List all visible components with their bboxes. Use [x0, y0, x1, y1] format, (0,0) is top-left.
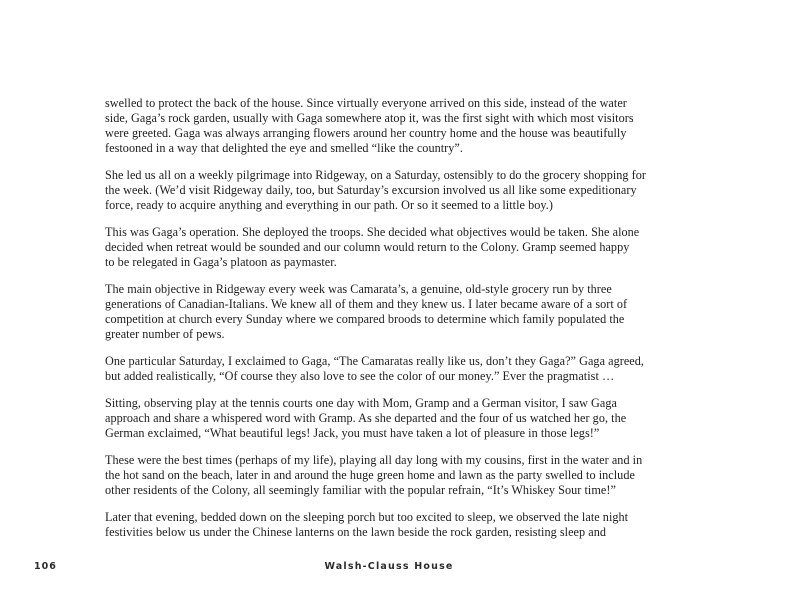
text-line: were greeted. Gaga was always arranging flowers around her country home and the house was beautifully: [105, 126, 627, 140]
paragraph: [105, 453, 697, 498]
text-line: She led us all on a weekly pilgrimage into Ridgeway, on a Saturday, ostensibly to do the grocery shopping for: [105, 168, 647, 182]
text-line: festooned in a way that delighted the eye and smelled “like the country”.: [105, 141, 463, 155]
paragraph: [105, 282, 697, 342]
text-line: One particular Saturday, I exclaimed to Gaga, “The Camaratas really like us, don’t they Gaga?” Gaga agreed,: [105, 354, 644, 368]
paragraph: [105, 354, 697, 384]
text-line: competition at church every Sunday where we compared broods to determine which family populated the: [105, 312, 625, 326]
text-line: greater number of pews.: [105, 327, 225, 341]
text-line: The main objective in Ridgeway every week was Camarata’s, a genuine, old-style grocery run by three: [105, 282, 612, 296]
text-line: These were the best times (perhaps of my life), playing all day long with my cousins, first in the water and in: [105, 453, 643, 467]
page-number: 106: [34, 561, 57, 572]
text-line: festivities below us under the Chinese lanterns on the lawn beside the rock garden, resisting sleep and: [105, 525, 606, 539]
text-line: other residents of the Colony, all seemingly familiar with the popular refrain, “It’s Whiskey Sour time!”: [105, 483, 616, 497]
paragraph: [105, 510, 697, 540]
text-line: Sitting, observing play at the tennis courts one day with Mom, Gramp and a German visitor, I saw Gaga: [105, 396, 617, 410]
text-line: German exclaimed, “What beautiful legs! Jack, you must have taken a lot of pleasure in those legs!”: [105, 426, 600, 440]
text-line: force, ready to acquire anything and everything in our path. Or so it seemed to a little boy.): [105, 198, 553, 212]
paragraph: [105, 168, 697, 213]
text-line: This was Gaga’s operation. She deployed the troops. She decided what objectives would be taken. She alone: [105, 225, 640, 239]
text-line: swelled to protect the back of the house. Since virtually everyone arrived on this side, instead of the water: [105, 96, 627, 110]
text-line: to be relegated in Gaga’s platoon as paymaster.: [105, 255, 337, 269]
text-line: approach and share a whispered word with Gramp. As she departed and the four of us watched her go, the: [105, 411, 627, 425]
paragraph: [105, 396, 697, 441]
text-line: the week. (We’d visit Ridgeway daily, too, but Saturday’s excursion involved us all like some expeditionary: [105, 183, 637, 197]
text-line: generations of Canadian-Italians. We knew all of them and they knew us. I later became aware of a sort of: [105, 297, 628, 311]
text-line: Later that evening, bedded down on the sleeping porch but too excited to sleep, we observed the late night: [105, 510, 629, 524]
text-line: but added realistically, “Of course they also love to see the color of our money.” Ever the pragmatist …: [105, 369, 615, 383]
running-title: Walsh-Clauss House: [324, 561, 454, 572]
paragraph: [105, 96, 697, 156]
paragraph: [105, 225, 697, 270]
text-line: side, Gaga’s rock garden, usually with Gaga somewhere atop it, was the first sight with which most visitors: [105, 111, 634, 125]
text-line: the hot sand on the beach, later in and around the huge green home and lawn as the party swelled to include: [105, 468, 635, 482]
text-line: decided when retreat would be sounded and our column would return to the Colony. Gramp seemed happy: [105, 240, 630, 254]
body-text: [105, 96, 697, 552]
